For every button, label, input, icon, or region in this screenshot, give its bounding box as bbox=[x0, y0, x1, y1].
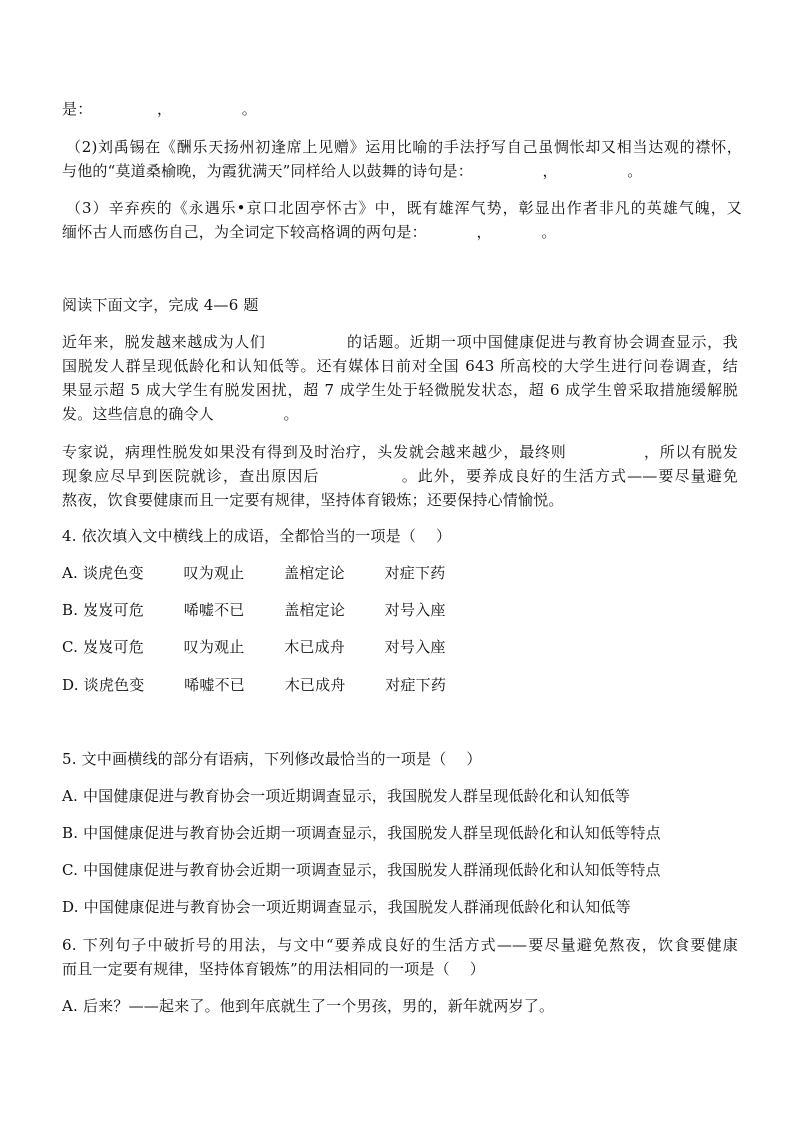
passage-line-3: 果显示超 5 成大学生有脱发困扰，超 7 成学生处于轻微脱发状态，超 6 成学生曾采取措施缓解脱 bbox=[62, 381, 738, 399]
question-6-part2: 而且一定要有规律，坚持体育锻炼”的用法相同的一项是（ ） bbox=[62, 960, 485, 978]
question-5-option-a: A. 中国健康促进与教育协会一项近期调查显示，我国脱发人群呈现低龄化和认知低等 bbox=[62, 787, 631, 805]
text-line-answer-1: 是： ， 。 bbox=[62, 100, 257, 118]
question-6-part1: 6. 下列句子中破折号的用法，与文中“要养成良好的生活方式——要尽量避免熬夜，饮食要健康 bbox=[62, 936, 738, 954]
question-4-option-d: D. 谈虎色变 唏嘘不已 木已成舟 对症下药 bbox=[62, 676, 447, 694]
question-4-option-a: A. 谈虎色变 叹为观止 盖棺定论 对症下药 bbox=[62, 564, 446, 582]
passage-line-5: 专家说，病理性脱发如果没有得到及时治疗，头发就会越来越少，最终则 ，所以有脱发 bbox=[62, 443, 738, 461]
text-line-q3-part2: 缅怀古人而感伤自己，为全词定下较高格调的两句是： ， 。 bbox=[62, 223, 557, 241]
question-5-option-c: C. 中国健康促进与教育协会近期一项调查显示，我国脱发人群涌现低龄化和认知低等特点 bbox=[62, 861, 661, 879]
passage-line-1: 近年来，脱发越来越成为人们 的话题。近期一项中国健康促进与教育协会调查显示，我 bbox=[62, 333, 738, 351]
passage-line-4: 发。这些信息的确令人 。 bbox=[62, 405, 299, 423]
section-heading: 阅读下面文字，完成 4—6 题 bbox=[62, 296, 259, 314]
question-5-option-b: B. 中国健康促进与教育协会近期一项调查显示，我国脱发人群呈现低龄化和认知低等特点 bbox=[62, 824, 661, 842]
text-line-q2-part1: （2)刘禹锡在《酬乐天扬州初逢席上见赠》运用比喻的手法抒写自己虽惆怅却又相当达观的襟怀， bbox=[66, 138, 742, 156]
passage-line-6: 现象应尽早到医院就诊，查出原因后 。此外，要养成良好的生活方式——要尽量避免 bbox=[62, 467, 738, 485]
passage-line-2: 国脱发人群呈现低龄化和认知低等。还有媒体日前对全国 643 所高校的大学生进行问卷调查，结 bbox=[62, 357, 738, 375]
question-6-option-a: A. 后来？——起来了。他到年底就生了一个男孩，男的，新年就两岁了。 bbox=[62, 997, 555, 1015]
question-5: 5. 文中画横线的部分有语病，下列修改最恰当的一项是（ ） bbox=[62, 750, 482, 768]
text-line-q2-part2: 与他的“莫道桑榆晚，为霞犹满天”同样给人以鼓舞的诗句是： ， 。 bbox=[62, 162, 643, 180]
question-4-option-c: C. 岌岌可危 叹为观止 木已成舟 对号入座 bbox=[62, 638, 446, 656]
question-4-option-b: B. 岌岌可危 唏嘘不已 盖棺定论 对号入座 bbox=[62, 601, 446, 619]
question-4: 4. 依次填入文中横线上的成语，全都恰当的一项是（ ） bbox=[62, 527, 452, 545]
question-5-option-d: D. 中国健康促进与教育协会一项近期调查显示，我国脱发人群涌现低龄化和认知低等 bbox=[62, 898, 631, 916]
text-line-q3-part1: （3）辛弃疾的《永遇乐•京口北固亭怀古》中，既有雄浑气势，彰显出作者非凡的英雄气魄，又 bbox=[66, 199, 742, 217]
passage-line-7: 熬夜，饮食要健康而且一定要有规律，坚持体育锻炼；还要保持心情愉悦。 bbox=[62, 491, 564, 509]
